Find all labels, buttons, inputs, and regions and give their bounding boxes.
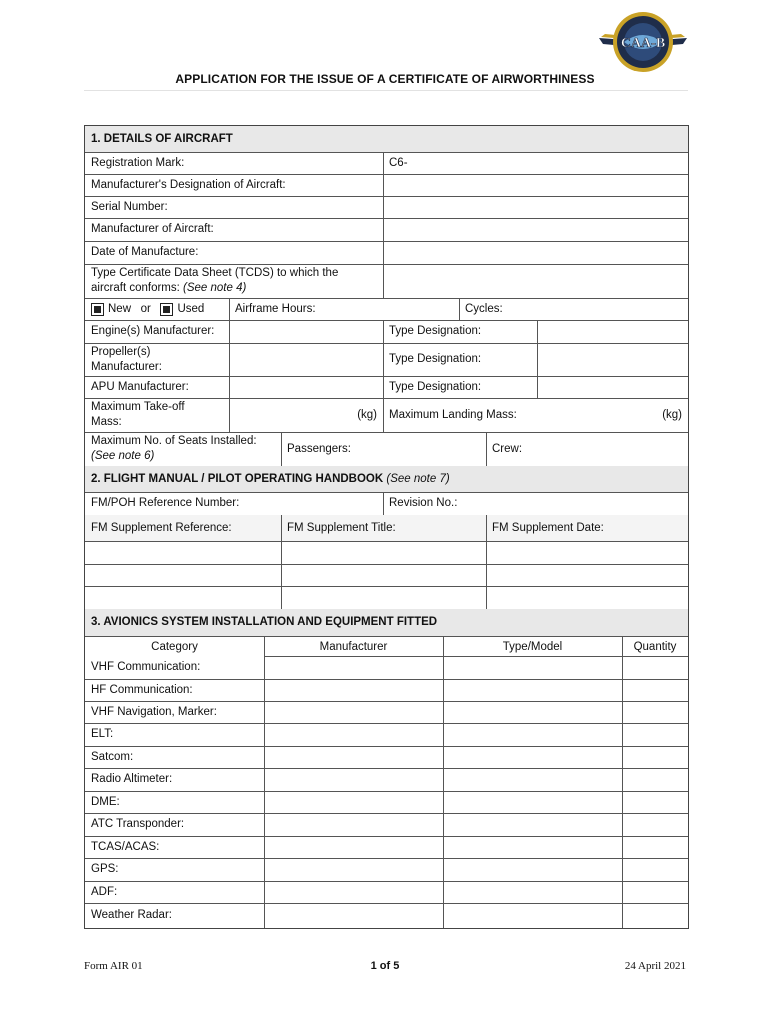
apu-type-designation-label: Type Designation: <box>389 380 482 393</box>
supplement-row-2-date[interactable] <box>486 565 688 586</box>
page-number: 1 of 5 <box>370 960 400 972</box>
section2-heading: 2. FLIGHT MANUAL / PILOT OPERATING HANDBOOK (See note 7) <box>85 466 688 492</box>
serial-number-label: Serial Number: <box>91 200 168 213</box>
supplement-row-2-title[interactable] <box>281 565 486 586</box>
avionics-row-tcas: TCAS/ACAS: <box>91 840 160 853</box>
caab-logo <box>597 8 689 78</box>
used-checkbox[interactable] <box>160 303 173 316</box>
form-id: Form AIR 01 <box>84 960 143 972</box>
avionics-row-gps: GPS: <box>91 862 119 875</box>
col-type-model: Type/Model <box>502 640 563 653</box>
avionics-row-atc-transponder: ATC Transponder: <box>91 817 185 830</box>
supplement-row-1-title[interactable] <box>281 542 486 564</box>
apu-manufacturer-field[interactable] <box>229 376 383 398</box>
logo-text: CAA-B <box>620 36 666 51</box>
fm-supplement-reference-header: FM Supplement Reference: <box>85 515 281 541</box>
mtom-label: Maximum Take-off Mass: <box>91 401 185 428</box>
date-of-manufacture-label: Date of Manufacture: <box>91 246 199 258</box>
supplement-row-1-reference[interactable] <box>85 542 281 564</box>
manufacturer-designation-field[interactable] <box>383 174 688 196</box>
manufacturer-designation-label: Manufacturer's Designation of Aircraft: <box>91 178 286 191</box>
mtom-unit: (kg) <box>357 408 377 421</box>
max-landing-mass-field[interactable] <box>537 398 688 432</box>
tcds-label: Type Certificate Data Sheet (TCDS) to which the aircraft conforms: (See note 4) <box>91 267 339 294</box>
avionics-row-adf: ADF: <box>91 885 118 898</box>
fm-supplement-date-header: FM Supplement Date: <box>486 515 688 541</box>
registration-mark-label: Registration Mark: <box>91 156 185 169</box>
col-category: Category <box>151 640 198 653</box>
mtom-field[interactable] <box>229 398 383 432</box>
mlm-unit: (kg) <box>662 408 682 421</box>
propeller-type-designation-label: Type Designation: <box>389 353 482 365</box>
date-of-manufacture-field[interactable] <box>383 241 688 264</box>
propeller-manufacturer-label: Propeller(s) Manufacturer: <box>91 346 162 373</box>
apu-manufacturer-label: APU Manufacturer: <box>91 380 189 393</box>
registration-mark-field[interactable]: C6- <box>389 156 408 169</box>
supplement-row-3-title[interactable] <box>281 587 486 609</box>
avionics-row-dme: DME: <box>91 795 120 808</box>
supplement-row-3-date[interactable] <box>486 587 688 609</box>
avionics-row-satcom: Satcom: <box>91 750 134 763</box>
page-title: APPLICATION FOR THE ISSUE OF A CERTIFICATE OF AIRWORTHINESS <box>175 72 595 86</box>
max-landing-mass-label: Maximum Landing Mass: <box>389 408 517 421</box>
avionics-row-hf-comm: HF Communication: <box>91 683 193 696</box>
fm-supplement-title-header: FM Supplement Title: <box>281 515 486 541</box>
max-seats-label: Maximum No. of Seats Installed: (See note 6) <box>91 435 257 462</box>
col-quantity: Quantity <box>633 640 677 653</box>
form-date: 24 April 2021 <box>624 960 686 972</box>
new-used-selector: New or Used <box>85 298 229 320</box>
title-divider <box>84 90 688 91</box>
revision-no-field[interactable]: Revision No.: <box>389 497 458 509</box>
crew-field[interactable]: Crew: <box>492 442 523 455</box>
engine-type-designation-label: Type Designation: <box>389 325 482 337</box>
tcds-field[interactable] <box>383 264 688 298</box>
aircraft-manufacturer-label: Manufacturer of Aircraft: <box>91 223 214 235</box>
section3-heading: 3. AVIONICS SYSTEM INSTALLATION AND EQUIPMENT FITTED <box>85 609 688 636</box>
avionics-row-radio-altimeter: Radio Altimeter: <box>91 772 173 785</box>
supplement-row-2-reference[interactable] <box>85 565 281 586</box>
fm-poh-reference-field[interactable]: FM/POH Reference Number: <box>91 497 240 509</box>
engine-manufacturer-label: Engine(s) Manufacturer: <box>91 325 215 337</box>
engine-type-designation-field[interactable] <box>537 320 688 343</box>
engine-manufacturer-field[interactable] <box>229 320 383 343</box>
new-checkbox[interactable] <box>91 303 104 316</box>
application-form <box>84 125 689 929</box>
col-manufacturer: Manufacturer <box>319 640 388 653</box>
supplement-row-1-date[interactable] <box>486 542 688 564</box>
propeller-manufacturer-field[interactable] <box>229 343 383 376</box>
avionics-row-weather-radar: Weather Radar: <box>91 908 172 921</box>
airframe-hours-label[interactable]: Airframe Hours: <box>235 302 316 315</box>
cycles-label[interactable]: Cycles: <box>465 302 503 315</box>
avionics-row-elt: ELT: <box>91 727 114 740</box>
supplement-row-3-reference[interactable] <box>85 587 281 609</box>
avionics-row-vhf-nav: VHF Navigation, Marker: <box>91 705 217 718</box>
propeller-type-designation-field[interactable] <box>537 343 688 376</box>
section1-heading: 1. DETAILS OF AIRCRAFT <box>85 126 688 152</box>
avionics-row-vhf-comm: VHF Communication: <box>91 660 201 673</box>
apu-type-designation-field[interactable] <box>537 376 688 398</box>
aircraft-manufacturer-field[interactable] <box>383 218 688 241</box>
passengers-field[interactable]: Passengers: <box>287 442 351 455</box>
serial-number-field[interactable] <box>383 196 688 218</box>
